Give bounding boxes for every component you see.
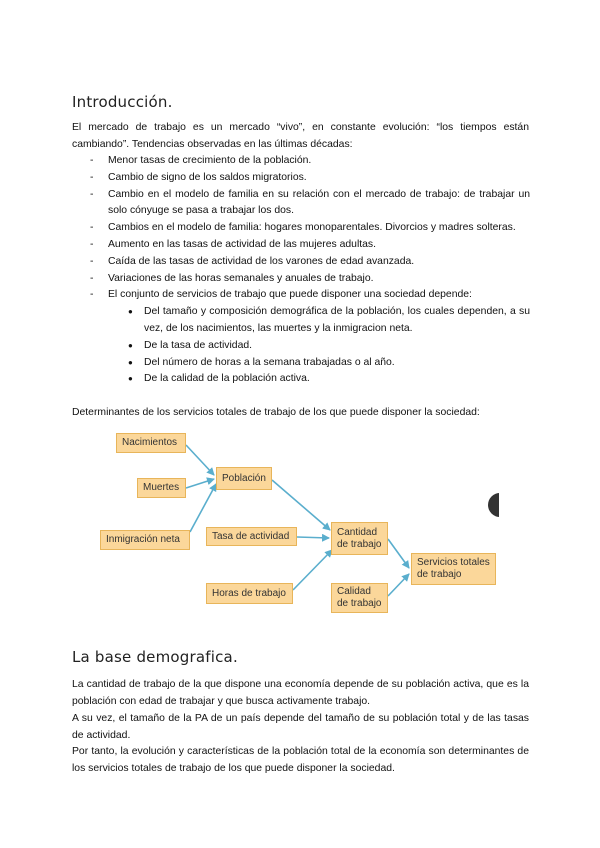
list-item-text: El conjunto de servicios de trabajo que puede disponer una sociedad depende: [108, 289, 472, 301]
node-horas-de-trabajo: Horas de trabajo [206, 583, 293, 604]
list-item: - Cambio en el modelo de familia en su relación con el mercado de trabajo: de trabajar un solo cónyuge se pasa a trabajar los dos. [90, 187, 530, 221]
node-muertes: Muertes [137, 478, 186, 498]
node-calidad-de-trabajo: Calidad de trabajo [331, 583, 388, 613]
section-heading-base-demografica: La base demografica. [72, 648, 238, 666]
sub-list-item: ● De la calidad de la población activa. [108, 371, 530, 388]
list-item: - Menor tasas de crecimiento de la población. [90, 153, 530, 170]
sub-list-item: ● Del número de horas a la semana trabajadas o al año. [108, 355, 530, 372]
intro-paragraph: El mercado de trabajo es un mercado “vivo”, en constante evolución: “los tiempos están cambiando”. Tendencias observadas en las últimas décadas: [72, 122, 529, 150]
base-paragraph-3: Por tanto, la evolución y características de la población total de la economía son determinantes de los servicios totales de trabajo de los que puede disponer la sociedad. [72, 746, 529, 774]
list-item: - Caída de las tasas de actividad de los varones de edad avanzada. [90, 254, 530, 271]
arrow-cantidad-servicios [388, 539, 409, 568]
list-item: - Cambios en el modelo de familia: hogares monoparentales. Divorcios y madres solteras. [90, 220, 530, 237]
determinants-caption: Determinantes de los servicios totales de trabajo de los que puede disponer la sociedad: [72, 407, 480, 418]
base-paragraph-1: La cantidad de trabajo de la que dispone una economía depende de su población activa, que es la población con edad de trabajar y que busca activamente trabajo. [72, 679, 529, 707]
base-paragraph-2: A su vez, el tamaño de la PA de un país depende del tamaño de su población total y de las tasas de actividad. [72, 713, 529, 741]
arrow-inmigracion-poblacion [190, 484, 216, 532]
node-inmigracion-neta: Inmigración neta [100, 530, 190, 550]
arrow-tasa-cantidad [297, 537, 329, 538]
arrow-muertes-poblacion [186, 479, 214, 488]
arrow-horas-cantidad [293, 550, 332, 590]
node-tasa-de-actividad: Tasa de actividad [206, 527, 297, 546]
node-poblacion: Población [216, 467, 272, 490]
arrow-calidad-servicios [388, 574, 409, 596]
node-servicios-totales: Servicios totales de trabajo [411, 553, 496, 585]
node-nacimientos: Nacimientos [116, 433, 186, 453]
list-item: - Variaciones de las horas semanales y anuales de trabajo. [90, 271, 530, 288]
sub-list-item: ● Del tamaño y composición demográfica de la población, los cuales dependen, a su vez, de los nacimientos, las muertes y la inmigracion neta. [108, 304, 530, 338]
list-item: - Cambio de signo de los saldos migratorios. [90, 170, 530, 187]
sub-list-item: ● De la tasa de actividad. [108, 338, 530, 355]
list-item: - Aumento en las tasas de actividad de las mujeres adultas. [90, 237, 530, 254]
arrow-poblacion-cantidad [272, 480, 330, 530]
section-heading-introduccion: Introducción. [72, 93, 173, 111]
node-cantidad-de-trabajo: Cantidad de trabajo [331, 522, 388, 555]
arrow-nacimientos-poblacion [186, 445, 214, 475]
